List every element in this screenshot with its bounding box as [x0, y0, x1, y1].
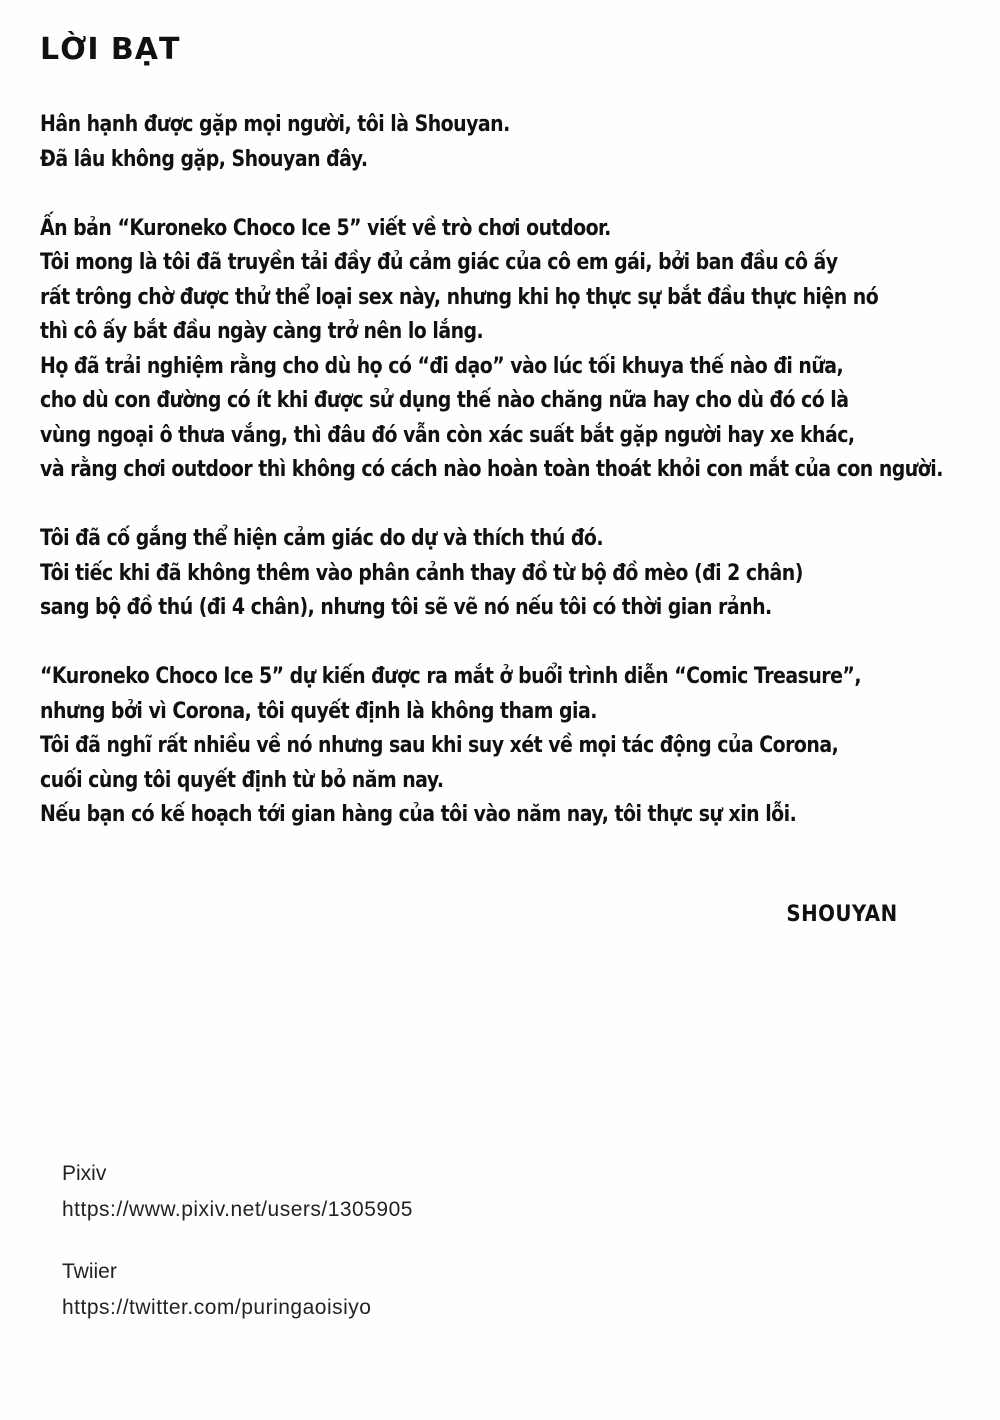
text-line: thì cô ấy bắt đầu ngày càng trở nên lo lắng. [40, 319, 484, 344]
twitter-label: Twiier [62, 1260, 117, 1283]
text-line: nhưng bởi vì Corona, tôi quyết định là không tham gia. [40, 698, 597, 724]
paragraph-about-book [40, 212, 943, 488]
text-line: vùng ngoại ô thưa vắng, thì đâu đó vẫn còn xác suất bắt gặp người hay xe khác, [40, 422, 855, 448]
twitter-link-group [62, 1258, 413, 1326]
text-line: Tôi tiếc khi đã không thêm vào phân cảnh thay đồ từ bộ đồ mèo (đi 2 chân) [40, 560, 803, 586]
paragraph-feelings [40, 522, 857, 626]
text-line: và rằng chơi outdoor thì không có cách nào hoàn toàn thoát khỏi con mắt của con người. [40, 457, 943, 482]
text-line: Ấn bản “Kuroneko Choco Ice 5” viết về trò chơi outdoor. [40, 215, 611, 241]
page-title: LỜI BẠT [40, 32, 181, 67]
text-line: Đã lâu không gặp, Shouyan đây. [40, 146, 368, 172]
text-line: cuối cùng tôi quyết định từ bỏ năm nay. [40, 767, 444, 793]
text-line: Tôi mong là tôi đã truyền tải đầy đủ cảm giác của cô em gái, bởi ban đầu cô ấy [40, 250, 838, 275]
paragraph-event [40, 660, 862, 833]
text-line: Tôi đã cố gắng thể hiện cảm giác do dự và thích thú đó. [40, 526, 604, 551]
author-signature: SHOUYAN [786, 902, 898, 927]
pixiv-link-group [62, 1160, 413, 1228]
pixiv-url: https://www.pixiv.net/users/1305905 [62, 1198, 413, 1221]
text-line: sang bộ đồ thú (đi 4 chân), nhưng tôi sẽ vẽ nó nếu tôi có thời gian rảnh. [40, 595, 772, 620]
text-line: rất trông chờ được thử thể loại sex này, nhưng khi họ thực sự bắt đầu thực hiện nó [40, 284, 879, 310]
text-line: cho dù con đường có ít khi được sử dụng thế nào chăng nữa hay cho dù đó có là [40, 388, 849, 413]
text-line: Hân hạnh được gặp mọi người, tôi là Shouyan. [40, 112, 510, 137]
text-line: Tôi đã nghĩ rất nhiều về nó nhưng sau khi suy xét về mọi tác động của Corona, [40, 733, 839, 758]
text-line: Nếu bạn có kế hoạch tới gian hàng của tôi vào năm nay, tôi thực sự xin lỗi. [40, 802, 797, 827]
text-line: Họ đã trải nghiệm rằng cho dù họ có “đi dạo” vào lúc tối khuya thế nào đi nữa, [40, 353, 844, 379]
afterword-body [40, 108, 943, 867]
pixiv-label: Pixiv [62, 1162, 107, 1185]
text-line: “Kuroneko Choco Ice 5” dự kiến được ra mắt ở buổi trình diễn “Comic Treasure”, [40, 664, 862, 689]
twitter-url: https://twitter.com/puringaoisiyo [62, 1296, 372, 1319]
paragraph-greeting [40, 108, 857, 177]
social-links [62, 1160, 413, 1356]
